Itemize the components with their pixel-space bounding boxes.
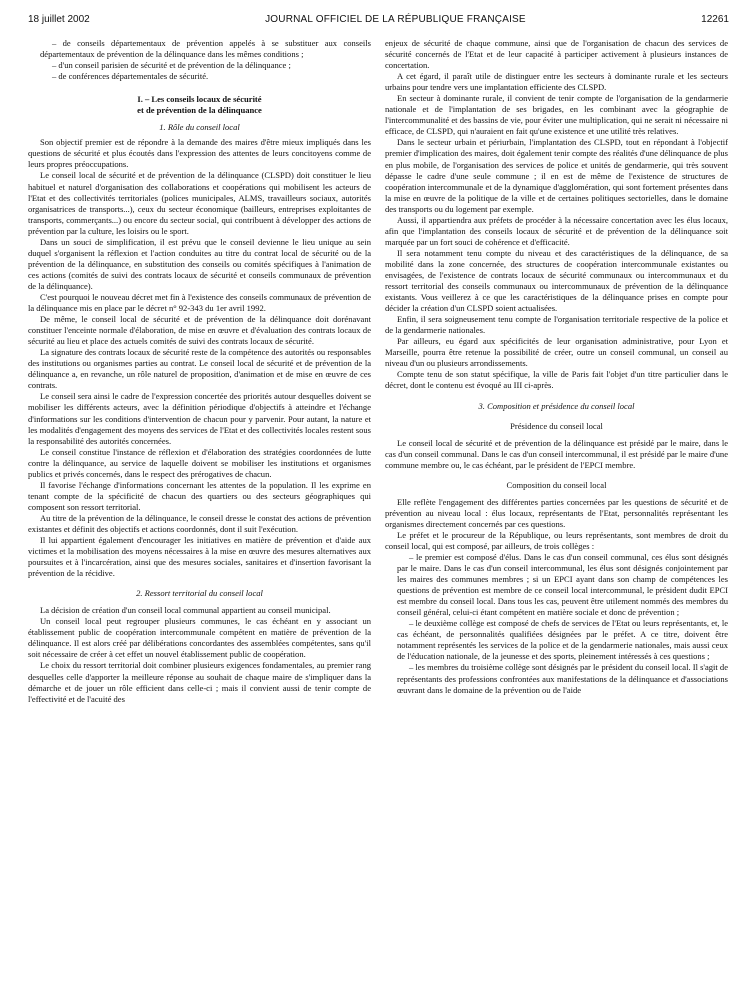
paragraph: Elle reflète l'engagement des différentes parties concernées par les questions de sécurité et de prévention au niveau local : élus locaux, représentants de l'Etat, personnalités représentant les organismes directement concernés par ces questions.	[385, 496, 728, 529]
subsection-title: 1. Rôle du conseil local	[159, 122, 240, 133]
paragraph: Le choix du ressort territorial doit combiner plusieurs exigences fondamentales, au premier rang desquelles celle d'apporter la meilleure réponse au souhait de chaque maire de s'impliquer dans la démarche et de jouer un rôle efficient dans celle-ci ; mais il convient aussi de tenir compte de l'effectivité et de l'acuité des	[28, 660, 371, 704]
paragraph: La décision de création d'un conseil local communal appartient au conseil municipal.	[40, 605, 331, 616]
subsection-heading	[28, 122, 371, 133]
subsection-heading	[385, 401, 728, 412]
minor-heading: Présidence du conseil local	[510, 420, 603, 431]
section-heading-line: et de prévention de la délinquance	[137, 105, 262, 116]
paragraph: enjeux de sécurité de chaque commune, ainsi que de l'organisation de chacun des services de sécurité concernés de l'Etat et de leur capacité à participer activement à plusieurs instances de concertation.	[385, 38, 728, 71]
paragraph: Un conseil local peut regrouper plusieurs communes, le cas échéant en y associant un établissement public de coopération intercommunale compétent en matière de prévention de la délinquance. Il est alors créé par délibérations concordantes des assemblées compétentes, sans qu'il soit nécessaire de créer à cet effet un nouvel établissement public de coopération.	[28, 616, 371, 660]
section-heading	[28, 94, 371, 116]
paragraph: Son objectif premier est de répondre à la demande des maires d'être mieux impliqués dans les questions de sécurité et plus écoutés dans l'expression des attentes de leurs concitoyens comme de leurs propres préoccupations.	[28, 137, 371, 170]
page-header	[28, 14, 729, 28]
paragraph: La signature des contrats locaux de sécurité reste de la compétence des autorités ou responsables des institutions ou organismes parties au contrat. Le conseil local de sécurité et de prévention de la délinquance a, en revanche, un rôle naturel de proposition, d'animation et de mise en œuvre de ces contrats.	[28, 347, 371, 391]
subsection-heading	[28, 588, 371, 599]
paragraph: Compte tenu de son statut spécifique, la ville de Paris fait l'objet d'un titre particulier dans le décret, dont le contenu est évoqué au III ci-après.	[385, 369, 728, 391]
right-column	[385, 38, 728, 705]
header-title: JOURNAL OFFICIEL DE LA RÉPUBLIQUE FRANÇAISE	[265, 14, 526, 25]
list-item: – les membres du troisième collège sont désignés par le président du conseil local. Il s'agit de représentants des professions confrontées aux manifestations de la délinquance et d'associations œuvrant dans le domaine de la prévention ou de l'aide	[397, 662, 728, 695]
subsection-title: 2. Ressort territorial du conseil local	[136, 588, 263, 599]
left-column	[28, 38, 371, 705]
paragraph: En secteur à dominante rurale, il convient de tenir compte de l'organisation de la gendarmerie nationale et de l'implantation de ses brigades, en les combinant avec la géographie de l'intercommunalité et des bassins de vie, pour éviter une multiplication, qui ne serait ni nécessaire ni efficace, de CLSPD, qui n'auraient en fait qu'une existence et une utilité très relatives.	[385, 93, 728, 137]
paragraph: Au titre de la prévention de la délinquance, le conseil dresse le constat des actions de prévention existantes et définit des objectifs et actions coordonnés, dont il suit l'exécution.	[28, 512, 371, 534]
subsection-title: 3. Composition et présidence du conseil local	[478, 400, 635, 411]
list-item: – le premier est composé d'élus. Dans le cas d'un conseil communal, ces élus sont désignés par le maire. Dans le cas d'un conseil intercommunal, les élus sont désignés conjointement par les maires des communes membres ; si un EPCI ayant dans son champ de compétences les questions de prévention est membre de ce conseil local intercommunal, le président dudit EPCI est membre du conseil local. Dans tous les cas, peuvent être utilement nommés des membres du conseil général, celui-ci étant compétent en matière sociale et donc de prévention ;	[397, 552, 728, 618]
paragraph: De même, le conseil local de sécurité et de prévention de la délinquance doit dorénavant constituer l'enceinte normale d'élaboration, de mise en œuvre et d'évaluation des contrats locaux de sécurité au lieu et place des actuels comités de suivi des contrats locaux de sécurité.	[28, 314, 371, 347]
paragraph: Il favorise l'échange d'informations concernant les attentes de la population. Il les exprime en tenant compte de la spécificité de chacun des quartiers ou des secteurs géographiques qui composent son ressort territorial.	[28, 479, 371, 512]
paragraph: Le préfet et le procureur de la République, ou leurs représentants, sont membres de droit du conseil local, qui est composé, par ailleurs, de trois collèges :	[385, 529, 728, 551]
paragraph: A cet égard, il paraît utile de distinguer entre les secteurs à dominante rurale et les secteurs urbains pour tendre vers une implantation efficiente des CLSPD.	[385, 71, 728, 93]
paragraph: Dans le secteur urbain et périurbain, l'implantation des CLSPD, tout en répondant à l'objectif premier d'implication des maires, doit également tenir compte des réalités d'une délinquance de plus en plus mobile, de l'organisation des services de police et unités de gendarmerie, qui très souvent dépasse le cadre d'une seule commune ; il en est de même de l'existence de structures de coopération intercommunale et de la dynamique d'agglomération, qui sont fortement présentes dans la mise en œuvre de la politique de la ville et de certaines politiques sectorielles, dans le domaine des transports ou du logement par exemple.	[385, 137, 728, 214]
paragraph: Il sera notamment tenu compte du niveau et des caractéristiques de la délinquance, de sa mobilité dans la zone concernée, des structures de coopération intercommunale existantes ou envisagées, de l'existence de contrats locaux de sécurité communaux ou intercommunaux et du ressort territorial des conseils communaux ou intercommunaux de prévention de la délinquance existants. Vous veillerez à ce que les caractéristiques de la délinquance prises en compte pour décider la création d'un CLSPD soient actualisées.	[385, 247, 728, 314]
paragraph: C'est pourquoi le nouveau décret met fin à l'existence des conseils communaux de prévention de la délinquance mis en place par le décret n° 92-343 du 1er avril 1992.	[28, 291, 371, 314]
paragraph: Enfin, il sera soigneusement tenu compte de l'organisation territoriale respective de la police et de la gendarmerie nationales.	[385, 314, 728, 336]
paragraph: Par ailleurs, eu égard aux spécificités de leur organisation administrative, pour Lyon et Marseille, pourra être retenue la possibilité de créer, outre un conseil communal, un conseil au niveau d'un ou plusieurs arrondissements.	[385, 336, 728, 369]
paragraph: Le conseil sera ainsi le cadre de l'expression concertée des priorités autour desquelles doivent se mobiliser les différents acteurs, avec la définition périodique d'objectifs à atteindre et l'échange d'informations sur les conditions d'intervention de chacun pour y parvenir. Pour autant, la nature et les modalités d'engagement des moyens des services de l'Etat et des collectivités locales restent sous la responsabilité des autorités concernées.	[28, 391, 371, 446]
minor-heading: Composition du conseil local	[506, 479, 607, 490]
paragraph: Le conseil local de sécurité et de prévention de la délinquance (CLSPD) doit constituer le lieu habituel et naturel d'organisation des collaborations et coopérations qui mobilisent les acteurs de l'Etat et des collectivités territoriales (polices municipales, ALMS, travailleurs sociaux, autorités organisatrices de transports...), ceux du secteur économique (bailleurs, entreprises exploitantes de transports, commerçants...) ou encore du secteur social, qui contribuent à développer des actions de prévention par la culture, les loisirs ou le sport.	[28, 170, 371, 236]
list-item: – le deuxième collège est composé de chefs de services de l'Etat ou leurs représentants, et, le cas échéant, de personnalités qualifiées désignées par le préfet. A ce titre, doivent être notamment représentés les services de la police et de la gendarmerie nationales, mais aussi ceux de l'éducation nationale, de la jeunesse et des sports, pleinement intéressés à ces questions ;	[397, 618, 728, 662]
list-item: – de conseils départementaux de prévention appelés à se substituer aux conseils départementaux de prévention de la délinquance dans les mêmes conditions ;	[40, 38, 371, 60]
paragraph: Dans un souci de simplification, il est prévu que le conseil devienne le lieu unique au sein duquel s'organisent la réflexion et l'action conduites au titre du contrat local de sécurité ou de la prévention de la délinquance, en substitution des conseils ou comités spécifiques à l'animation de ces actions (comités de suivi des contrats locaux de sécurité et conseils communaux de prévention de la délinquance).	[28, 236, 371, 291]
paragraph: Le conseil constitue l'instance de réflexion et d'élaboration des stratégies coordonnées de lutte contre la délinquance, au service de laquelle doivent se mobiliser les institutions et organismes publics et privés concernés, dans le respect des prérogatives de chacun.	[28, 446, 371, 479]
list-item: – d'un conseil parisien de sécurité et de prévention de la délinquance ;	[52, 60, 291, 71]
paragraph: Il lui appartient également d'encourager les initiatives en matière de prévention et d'aide aux victimes et la mobilisation des moyens nécessaires à la mise en œuvre des mesures alternatives aux poursuites et à l'incarcération, ainsi que des mesures sociales, sanitaires et d'insertion favorisant la prévention de la récidive.	[28, 535, 371, 579]
paragraph: Le conseil local de sécurité et de prévention de la délinquance est présidé par le maire, dans le cas d'un conseil communal. Dans le cas d'un conseil intercommunal, il est présidé par le maire d'une commune membre ou, le cas échéant, par le président de l'EPCI membre.	[385, 437, 728, 470]
header-page-number: 12261	[701, 14, 729, 25]
paragraph: Aussi, il appartiendra aux préfets de procéder à la nécessaire concertation avec les élus locaux, afin que l'implantation des conseils locaux de sécurité et de prévention de la délinquance soit marquée par un fort souci de cohérence et d'efficacité.	[385, 214, 728, 247]
section-heading-line: I. – Les conseils locaux de sécurité	[137, 94, 262, 105]
list-item: – de conférences départementales de sécurité.	[52, 71, 209, 82]
header-date: 18 juillet 2002	[28, 14, 90, 25]
